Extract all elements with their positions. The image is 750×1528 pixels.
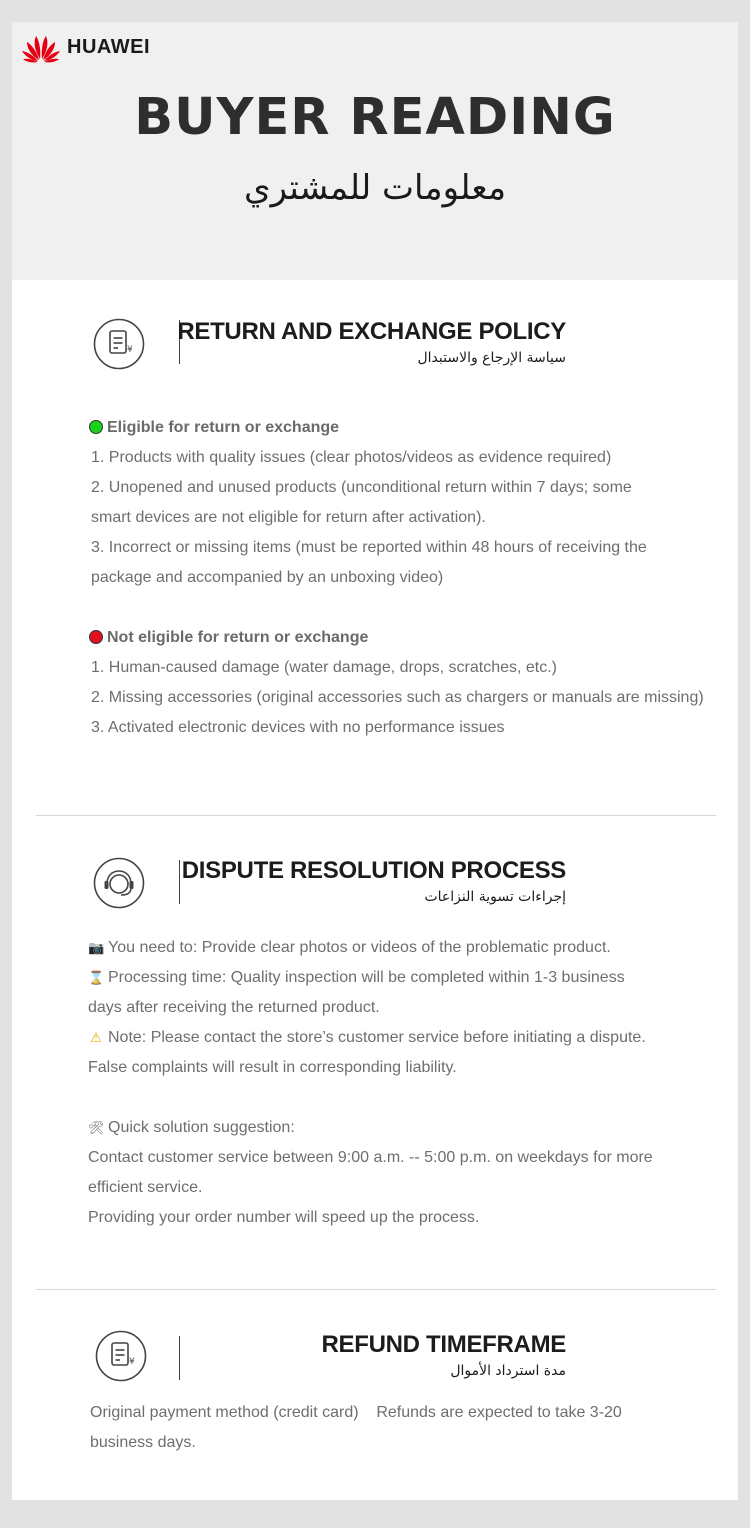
section-separator — [36, 1289, 716, 1290]
list-item: 📷 You need to: Provide clear photos or videos of the problematic product. — [88, 933, 611, 963]
warning-icon: ⚠ — [90, 1030, 102, 1045]
section-divider — [179, 1336, 180, 1380]
list-item: ⌛ Processing time: Quality inspection will be completed within 1-3 business — [88, 963, 625, 993]
eligible-heading: Eligible for return or exchange — [89, 413, 339, 443]
page-title-arabic: معلومات للمشتري — [243, 168, 507, 208]
section-subtitle: إجراءات تسوية النزاعات — [424, 889, 566, 905]
receipt-yen-icon — [95, 1330, 147, 1382]
section-title: REFUND TIMEFRAME — [321, 1331, 566, 1358]
not-eligible-heading: Not eligible for return or exchange — [89, 623, 368, 653]
page-title: BUYER READING — [134, 88, 616, 147]
list-item: False complaints will result in corresponding liability. — [88, 1059, 457, 1076]
tools-icon: 🛠 — [88, 1120, 105, 1135]
list-item: smart devices are not eligible for return after activation). — [91, 509, 486, 526]
list-item: 3. Incorrect or missing items (must be reported within 48 hours of receiving the — [91, 539, 647, 556]
list-item: package and accompanied by an unboxing video) — [91, 569, 444, 586]
list-item: Providing your order number will speed up the process. — [88, 1209, 480, 1226]
list-item: business days. — [90, 1434, 196, 1451]
list-item: days after receiving the returned product. — [88, 999, 380, 1016]
brand-logo — [21, 31, 150, 63]
section-separator — [36, 815, 716, 816]
list-item: 2. Missing accessories (original accessories such as chargers or manuals are missing) — [91, 689, 704, 706]
list-item: efficient service. — [88, 1179, 203, 1196]
huawei-flower-icon — [21, 31, 61, 63]
list-item: 2. Unopened and unused products (unconditional return within 7 days; some — [91, 479, 632, 496]
list-item: 1. Products with quality issues (clear photos/videos as evidence required) — [91, 449, 612, 466]
list-item: 3. Activated electronic devices with no performance issues — [91, 719, 505, 736]
section-subtitle: مدة استرداد الأموال — [450, 1363, 566, 1379]
list-item: 1. Human-caused damage (water damage, drops, scratches, etc.) — [91, 659, 557, 676]
svg-text:¥: ¥ — [127, 345, 133, 355]
list-item: Original payment method (credit card) Refunds are expected to take 3-20 — [90, 1404, 622, 1421]
section-subtitle: سياسة الإرجاع والاستبدال — [417, 350, 566, 366]
svg-text:¥: ¥ — [129, 1357, 135, 1367]
brand-name: HUAWEI — [67, 35, 150, 58]
section-title: RETURN AND EXCHANGE POLICY — [177, 318, 566, 345]
headset-support-icon — [93, 857, 145, 909]
list-item: 🛠 Quick solution suggestion: — [88, 1113, 295, 1143]
content-card — [12, 280, 738, 1500]
header-banner — [12, 22, 738, 280]
red-dot-icon — [89, 630, 103, 644]
section-divider — [179, 860, 180, 904]
camera-icon: 📷 — [88, 940, 105, 955]
green-dot-icon — [89, 420, 103, 434]
list-item: Contact customer service between 9:00 a.m. -- 5:00 p.m. on weekdays for more — [88, 1149, 653, 1166]
receipt-yen-icon — [93, 318, 145, 370]
list-item: ⚠ Note: Please contact the store’s customer service before initiating a dispute. — [88, 1023, 646, 1053]
section-title: DISPUTE RESOLUTION PROCESS — [181, 857, 566, 884]
hourglass-icon: ⌛ — [88, 970, 105, 985]
